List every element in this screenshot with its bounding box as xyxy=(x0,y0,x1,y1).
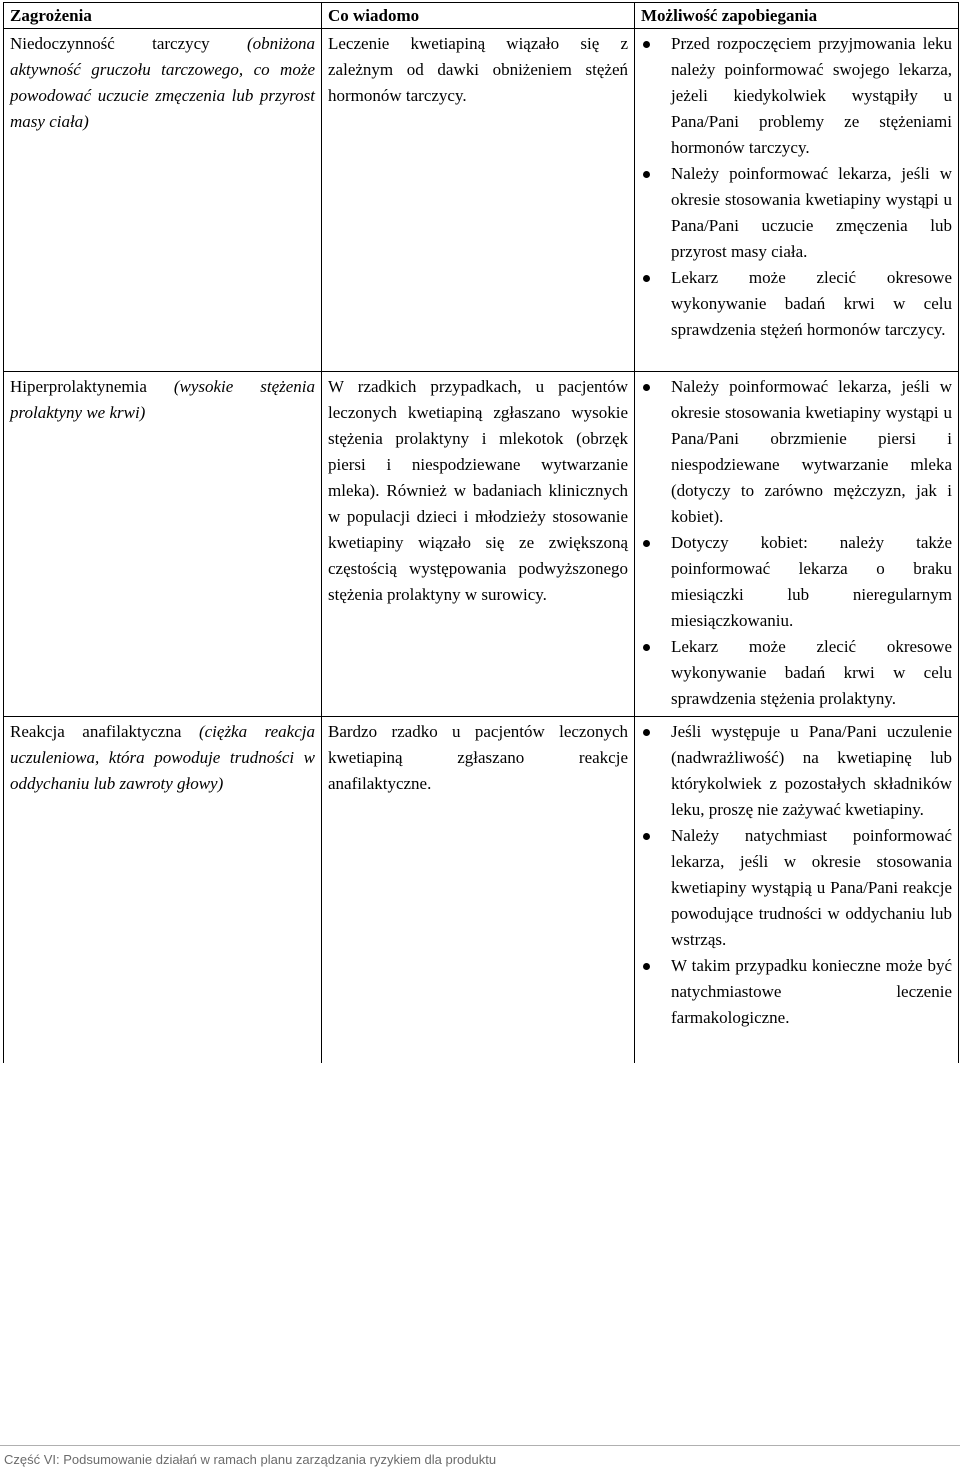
prevention-list xyxy=(641,31,952,343)
prevention-cell xyxy=(635,717,959,1064)
header-risks: Zagrożenia xyxy=(4,3,322,29)
bullet-icon xyxy=(643,729,650,736)
risk-table xyxy=(3,2,959,1063)
table-row xyxy=(4,29,959,372)
bullet-icon xyxy=(643,41,650,48)
prevention-cell xyxy=(635,372,959,717)
known-cell xyxy=(322,372,635,717)
header-prevention: Możliwość zapobiegania xyxy=(635,3,959,29)
bullet-icon xyxy=(643,540,650,547)
header-what-is-known: Co wiadomo xyxy=(322,3,635,29)
risk-cell xyxy=(4,717,322,1064)
prevention-item: Należy natychmiast poinformować lekarza, jeśli w okresie stosowania kwetiapiny wystąpią u Pana/Pani reakcje powodujące trudności w oddychaniu lub wstrząs. xyxy=(641,823,952,953)
known-cell xyxy=(322,717,635,1064)
prevention-item: W takim przypadku konieczne może być natychmiastowe leczenie farmakologiczne. xyxy=(641,953,952,1031)
prevention-item: Lekarz może zlecić okresowe wykonywanie badań krwi w celu sprawdzenia stężeń hormonów tarczycy. xyxy=(641,265,952,343)
prevention-item: Przed rozpoczęciem przyjmowania leku należy poinformować swojego lekarza, jeżeli kiedykolwiek wystąpiły u Pana/Pani problemy ze stężeniami hormonów tarczycy. xyxy=(641,31,952,161)
bullet-icon xyxy=(643,644,650,651)
bullet-icon xyxy=(643,275,650,282)
prevention-item: Należy poinformować lekarza, jeśli w okresie stosowania kwetiapiny wystąpi u Pana/Pani uczucie zmęczenia lub przyrost masy ciała. xyxy=(641,161,952,265)
risk-cell xyxy=(4,372,322,717)
bullet-icon xyxy=(643,833,650,840)
prevention-item: Lekarz może zlecić okresowe wykonywanie badań krwi w celu sprawdzenia stężenia prolaktyny. xyxy=(641,634,952,712)
risk-name: Reakcja anafilaktyczna xyxy=(10,722,182,741)
prevention-item: Dotyczy kobiet: należy także poinformować lekarza o braku miesiączki lub nieregularnym miesiączkowaniu. xyxy=(641,530,952,634)
table-row xyxy=(4,372,959,717)
prevention-cell xyxy=(635,29,959,372)
risk-name: Hiperprolaktynemia xyxy=(10,377,147,396)
risk-description: (obniżona aktywność gruczołu tarczowego, co może powodować uczucie zmęczenia lub przyrost masy ciała) xyxy=(10,34,315,131)
bullet-icon xyxy=(643,171,650,178)
prevention-list xyxy=(641,719,952,1031)
footer-text: Część VI: Podsumowanie działań w ramach planu zarządzania ryzykiem dla produktu xyxy=(4,1452,497,1467)
risk-cell xyxy=(4,29,322,372)
risk-description: (wysokie stężenia prolaktyny we krwi) xyxy=(10,377,315,422)
page-footer xyxy=(0,1445,960,1467)
bullet-icon xyxy=(643,963,650,970)
prevention-item: Jeśli występuje u Pana/Pani uczulenie (nadwrażliwość) na kwetiapinę lub którykolwiek z pozostałych składników leku, proszę nie zażywać kwetiapiny. xyxy=(641,719,952,823)
prevention-item: Należy poinformować lekarza, jeśli w okresie stosowania kwetiapiny wystąpi u Pana/Pani obrzmienie piersi i niespodziewane wytwarzanie mleka (dotyczy to zarówno mężczyzn, jak i kobiet). xyxy=(641,374,952,530)
known-text: W rzadkich przypadkach, u pacjentów leczonych kwetiapiną zgłaszano wysokie stężenia prolaktyny i mlekotok (obrzęk piersi i niespodziewane wytwarzanie mleka). Również w badaniach klinicznych w populacji dzieci i młodzieży stosowanie kwetiapiny wiązało się ze zwiększoną częstością występowania podwyższonego stężenia prolaktyny w surowicy. xyxy=(328,377,628,604)
bullet-icon xyxy=(643,384,650,391)
risk-name: Niedoczynność tarczycy xyxy=(10,34,210,53)
known-text: Bardzo rzadko u pacjentów leczonych kwetiapiną zgłaszano reakcje anafilaktyczne. xyxy=(328,722,628,793)
table-header-row xyxy=(4,3,959,29)
table-row xyxy=(4,717,959,1064)
prevention-list xyxy=(641,374,952,712)
risk-description: (ciężka reakcja uczuleniowa, która powoduje trudności w oddychaniu lub zawroty głowy) xyxy=(10,722,316,793)
known-cell xyxy=(322,29,635,372)
known-text: Leczenie kwetiapiną wiązało się z zależnym od dawki obniżeniem stężeń hormonów tarczycy. xyxy=(328,34,628,105)
